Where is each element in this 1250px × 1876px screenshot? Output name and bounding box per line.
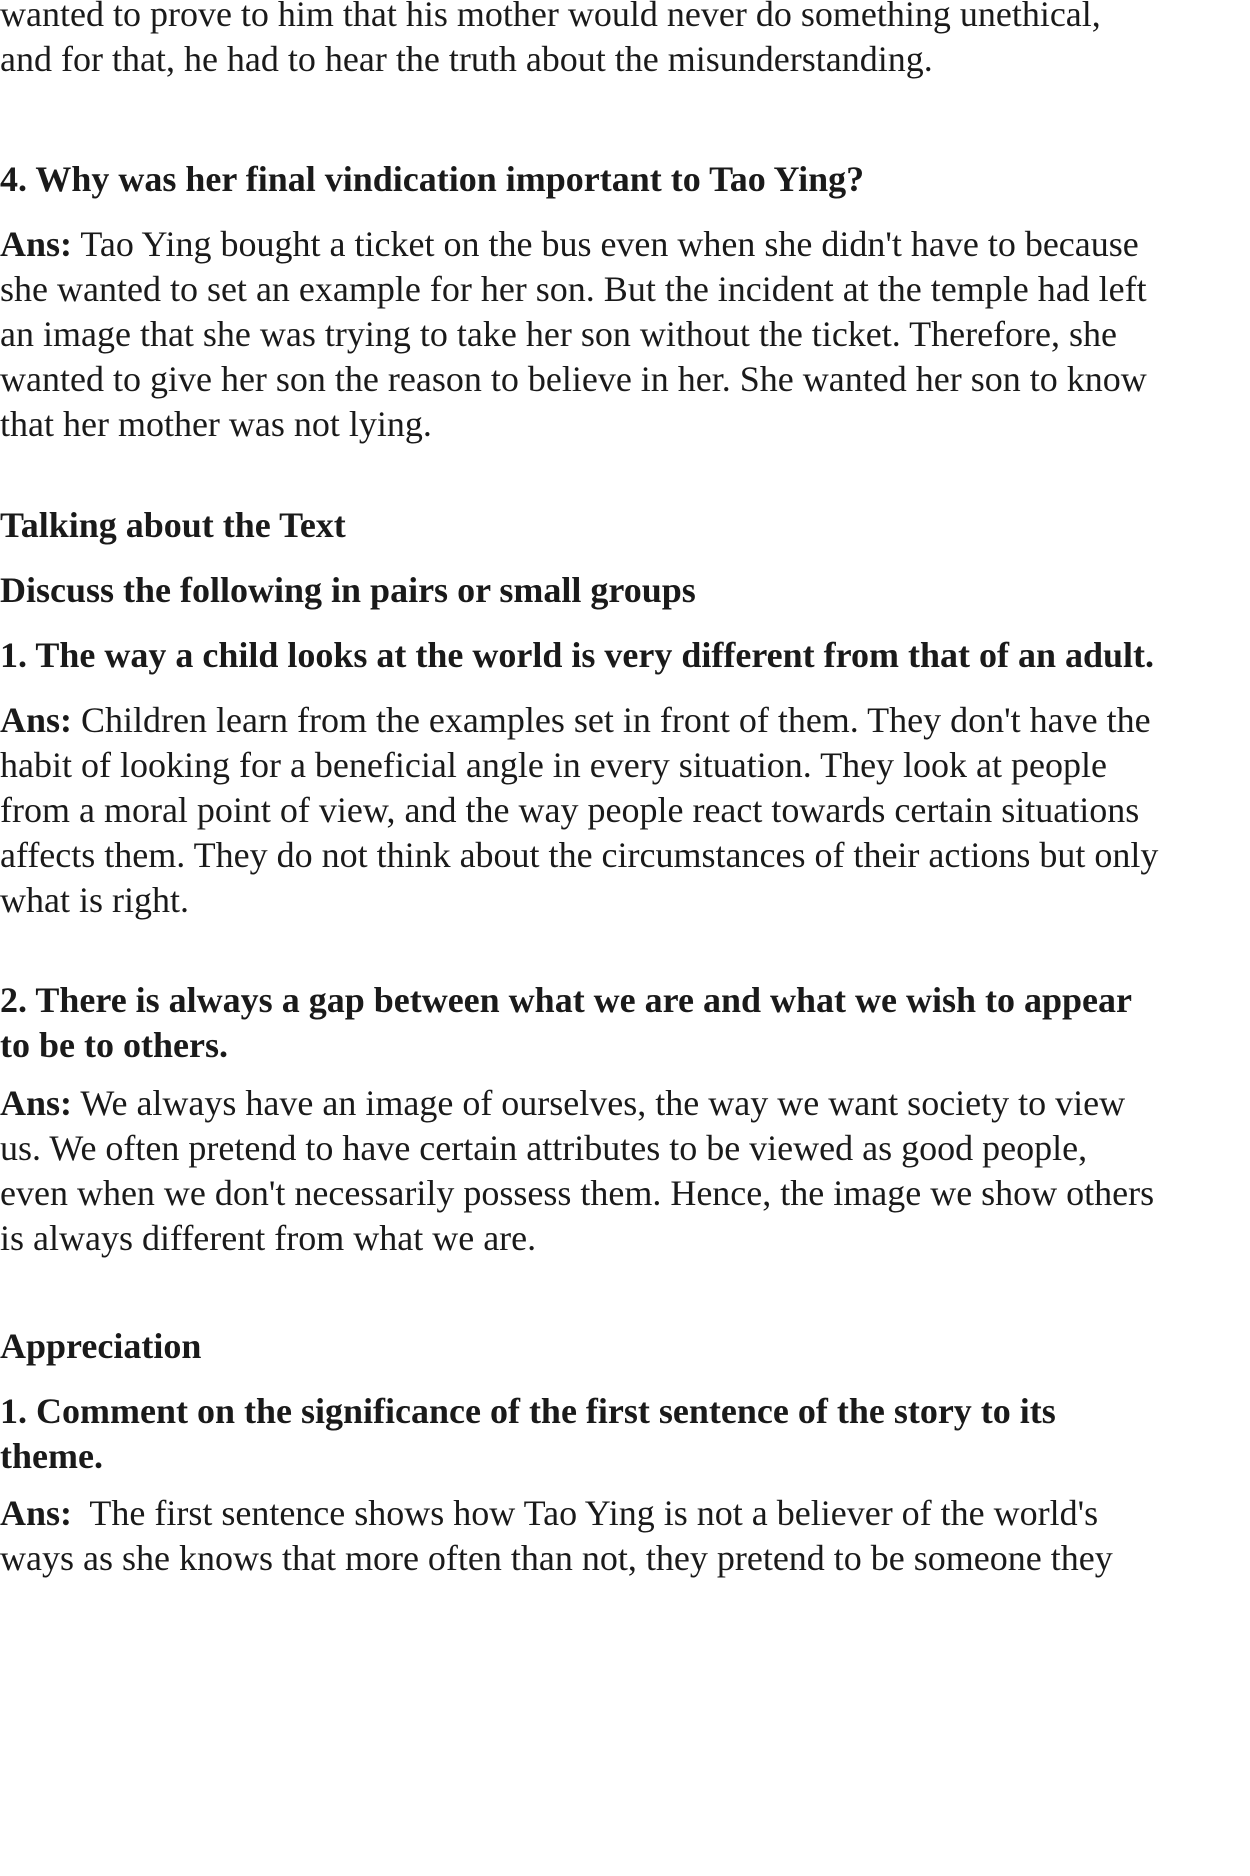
text-line: us. We often pretend to have certain attributes to be viewed as good people, (0, 1128, 1088, 1168)
discussion-1-heading: 1. The way a child looks at the world is very different from that of an adult. (0, 635, 1155, 675)
text-line: 2. There is always a gap between what we are and what we wish to appear (0, 980, 1133, 1020)
text-line: that her mother was not lying. (0, 404, 432, 444)
text-line: We always have an image of ourselves, the way we want society to view (72, 1083, 1126, 1123)
text-line: habit of looking for a beneficial angle in every situation. They look at people (0, 745, 1107, 785)
text-line: wanted to prove to him that his mother would never do something unethical, (0, 0, 1101, 34)
discussion-2-heading (0, 978, 1250, 1068)
question-4-heading: 4. Why was her final vindication important to Tao Ying? (0, 159, 865, 199)
text-line: to be to others. (0, 1025, 228, 1065)
answer-label: Ans: (0, 700, 73, 740)
text-line: from a moral point of view, and the way people react towards certain situations (0, 790, 1140, 830)
text-line: even when we don't necessarily possess them. Hence, the image we show others (0, 1173, 1155, 1213)
text-line: ways as she knows that more often than not, they pretend to be someone they (0, 1538, 1113, 1578)
section-heading-talking: Talking about the Text (0, 505, 346, 545)
continuation-paragraph (0, 0, 1250, 82)
text-line: affects them. They do not think about the circumstances of their actions but only (0, 835, 1159, 875)
text-line: what is right. (0, 880, 189, 920)
discussion-2-answer (0, 1081, 1250, 1261)
text-line: Tao Ying bought a ticket on the bus even when she didn't have to because (72, 224, 1139, 264)
text-line: theme. (0, 1436, 103, 1476)
text-line: Children learn from the examples set in front of them. They don't have the (72, 700, 1151, 740)
question-4-answer (0, 222, 1250, 447)
text-line: an image that she was trying to take her son without the ticket. Therefore, she (0, 314, 1118, 354)
answer-label: Ans: (0, 224, 73, 264)
appreciation-1-answer (0, 1491, 1250, 1581)
appreciation-1-heading (0, 1389, 1250, 1479)
text-line: The first sentence shows how Tao Ying is not a believer of the world's (72, 1493, 1099, 1533)
text-line: she wanted to set an example for her son. But the incident at the temple had left (0, 269, 1147, 309)
discussion-1-answer (0, 698, 1250, 923)
text-line: and for that, he had to hear the truth about the misunderstanding. (0, 39, 933, 79)
text-line: is always different from what we are. (0, 1218, 537, 1258)
answer-label: Ans: (0, 1493, 73, 1533)
answer-label: Ans: (0, 1083, 73, 1123)
section-subheading-discuss: Discuss the following in pairs or small groups (0, 570, 696, 610)
section-heading-appreciation: Appreciation (0, 1326, 202, 1366)
text-line: 1. Comment on the significance of the first sentence of the story to its (0, 1391, 1056, 1431)
text-line: wanted to give her son the reason to believe in her. She wanted her son to know (0, 359, 1147, 399)
